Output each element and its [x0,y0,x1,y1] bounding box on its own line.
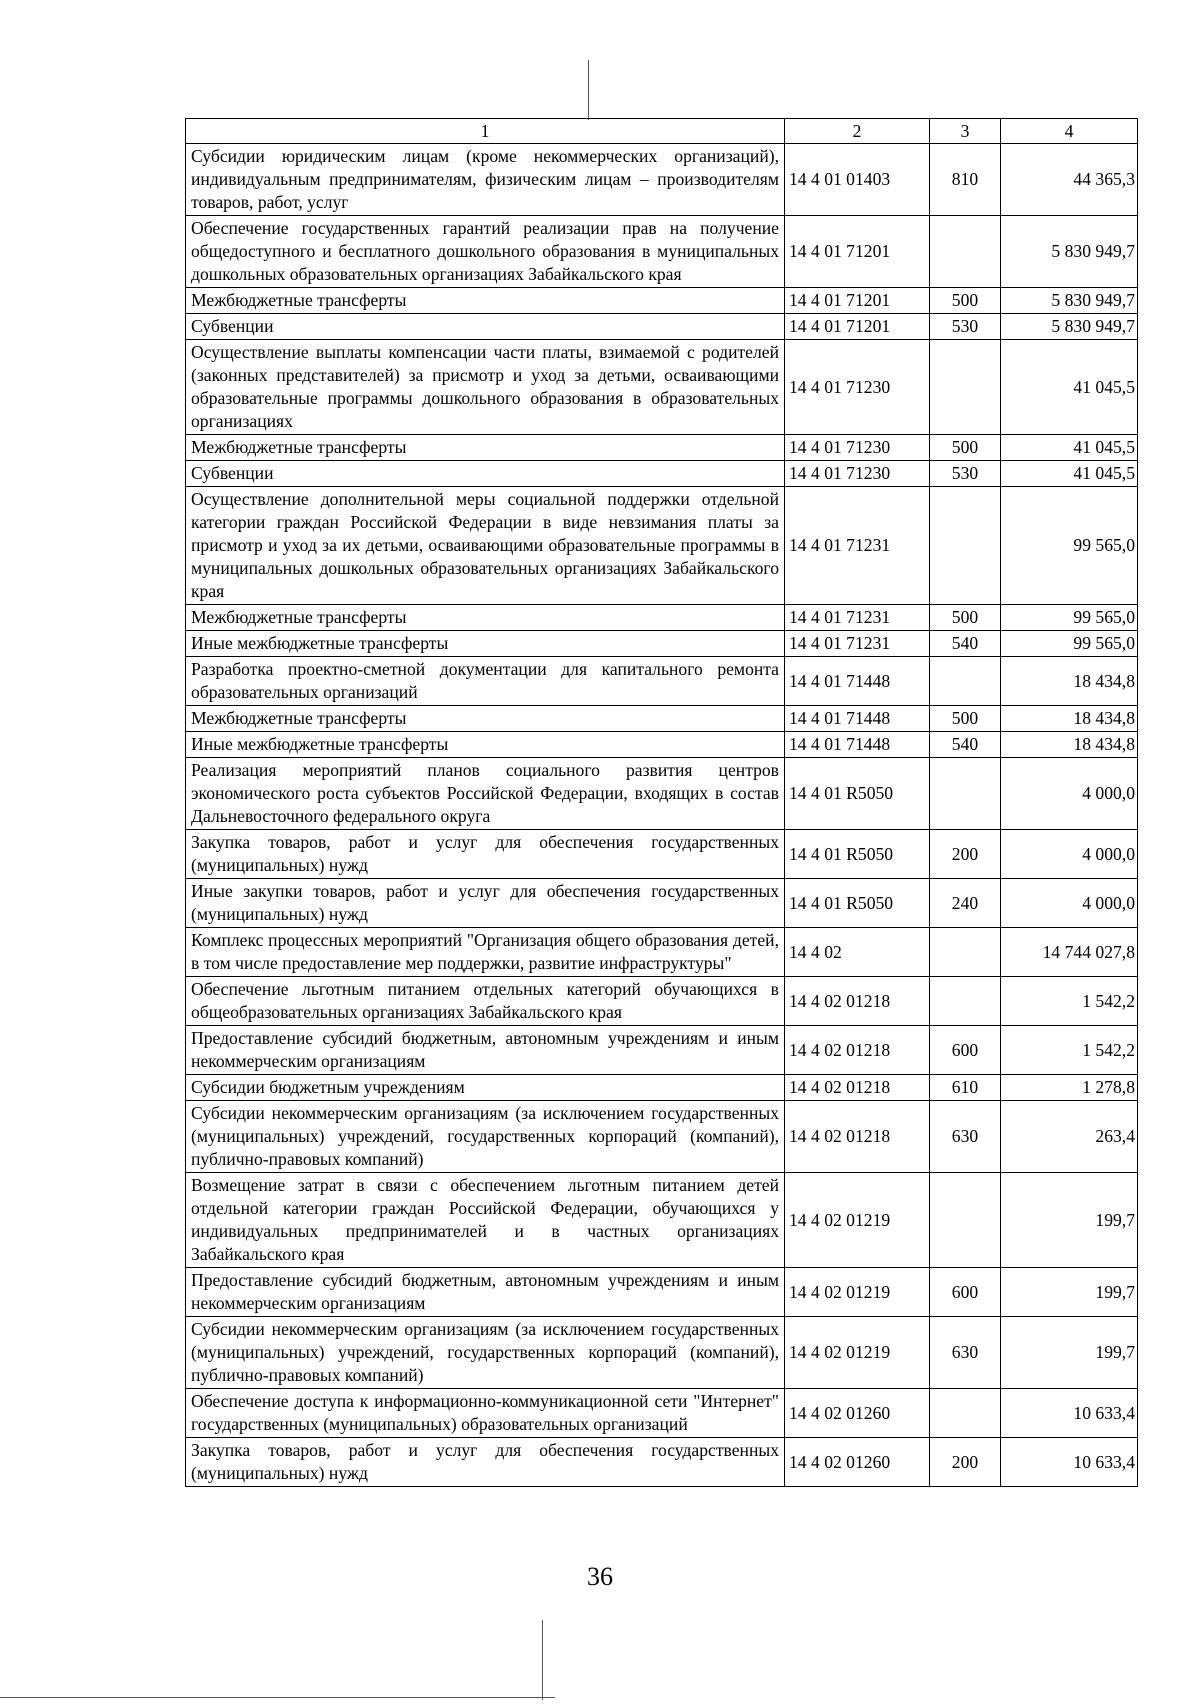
header-col-4: 4 [1001,119,1138,144]
scan-artifact-line [0,1697,555,1698]
scan-artifact-line [542,1620,543,1700]
row-sum-cell: 199,7 [1001,1317,1138,1389]
row-code-cell: 14 4 02 01260 [785,1438,930,1487]
row-name-cell: Осуществление выплаты компенсации части платы, взимаемой с родителей (законных представителей) за присмотр и уход за детьми, осваивающими образовательные программы дошкольного образования в образовательных организациях [186,340,785,435]
row-name-cell: Осуществление дополнительной меры социальной поддержки отдельной категории граждан Российской Федерации в виде невзимания платы за присмотр и уход за их детьми, осваивающими образовательные программы в муниципальных дошкольных образовательных организациях Забайкальского края [186,487,785,605]
row-sum-cell: 41 045,5 [1001,340,1138,435]
table-row [186,706,1138,732]
row-code-cell: 14 4 01 R5050 [785,879,930,928]
row-name-cell: Межбюджетные трансферты [186,605,785,631]
row-name-cell: Иные межбюджетные трансферты [186,631,785,657]
row-sum-cell: 99 565,0 [1001,605,1138,631]
row-type-cell [930,657,1001,706]
row-code-cell: 14 4 02 01218 [785,1075,930,1101]
row-type-cell [930,216,1001,288]
row-name-cell: Закупка товаров, работ и услуг для обеспечения государственных (муниципальных) нужд [186,830,785,879]
row-type-cell [930,487,1001,605]
row-name-cell: Обеспечение государственных гарантий реализации прав на получение общедоступного и бесплатного дошкольного образования в муниципальных дошкольных образовательных организациях Забайкальского края [186,216,785,288]
row-type-cell: 500 [930,288,1001,314]
row-sum-cell: 18 434,8 [1001,706,1138,732]
row-sum-cell: 1 278,8 [1001,1075,1138,1101]
table-row [186,928,1138,977]
row-type-cell: 540 [930,732,1001,758]
row-code-cell: 14 4 02 01260 [785,1389,930,1438]
table-row [186,977,1138,1026]
row-code-cell: 14 4 01 71448 [785,657,930,706]
row-sum-cell: 44 365,3 [1001,144,1138,216]
row-sum-cell: 10 633,4 [1001,1438,1138,1487]
row-code-cell: 14 4 01 71201 [785,314,930,340]
row-name-cell: Субсидии юридическим лицам (кроме некоммерческих организаций), индивидуальным предпринимателям, физическим лицам – производителям товаров, работ, услуг [186,144,785,216]
row-code-cell: 14 4 02 01219 [785,1317,930,1389]
table-header-row [186,119,1138,144]
row-sum-cell: 199,7 [1001,1173,1138,1268]
table-row [186,1075,1138,1101]
table-row [186,657,1138,706]
row-sum-cell: 18 434,8 [1001,657,1138,706]
table-row [186,461,1138,487]
header-col-1: 1 [186,119,785,144]
table-row [186,1026,1138,1075]
row-code-cell: 14 4 01 71231 [785,487,930,605]
row-type-cell [930,758,1001,830]
row-name-cell: Закупка товаров, работ и услуг для обеспечения государственных (муниципальных) нужд [186,1438,785,1487]
row-code-cell: 14 4 01 71230 [785,340,930,435]
row-sum-cell: 41 045,5 [1001,461,1138,487]
row-type-cell: 530 [930,314,1001,340]
table-row [186,1268,1138,1317]
header-col-3: 3 [930,119,1001,144]
row-sum-cell: 5 830 949,7 [1001,288,1138,314]
row-code-cell: 14 4 01 71201 [785,216,930,288]
row-type-cell: 630 [930,1101,1001,1173]
row-code-cell: 14 4 02 01219 [785,1173,930,1268]
row-name-cell: Межбюджетные трансферты [186,435,785,461]
table-row [186,830,1138,879]
row-name-cell: Разработка проектно-сметной документации для капитального ремонта образовательных организаций [186,657,785,706]
row-name-cell: Субсидии некоммерческим организациям (за исключением государственных (муниципальных) учреждений, государственных корпораций (компаний), публично-правовых компаний) [186,1101,785,1173]
row-name-cell: Субсидии бюджетным учреждениям [186,1075,785,1101]
row-name-cell: Обеспечение льготным питанием отдельных категорий обучающихся в общеобразовательных организациях Забайкальского края [186,977,785,1026]
row-sum-cell: 99 565,0 [1001,631,1138,657]
row-name-cell: Предоставление субсидий бюджетным, автономным учреждениям и иным некоммерческим организациям [186,1268,785,1317]
row-sum-cell: 99 565,0 [1001,487,1138,605]
row-sum-cell: 1 542,2 [1001,977,1138,1026]
row-type-cell [930,977,1001,1026]
row-code-cell: 14 4 02 [785,928,930,977]
row-code-cell: 14 4 02 01219 [785,1268,930,1317]
table-row [186,605,1138,631]
row-type-cell [930,1173,1001,1268]
table-row [186,340,1138,435]
row-type-cell [930,928,1001,977]
scan-artifact-line [588,60,589,120]
header-col-2: 2 [785,119,930,144]
table-row [186,1389,1138,1438]
row-sum-cell: 5 830 949,7 [1001,314,1138,340]
table-row [186,1173,1138,1268]
row-code-cell: 14 4 02 01218 [785,1026,930,1075]
budget-table [185,118,1138,1487]
row-code-cell: 14 4 01 71231 [785,631,930,657]
row-name-cell: Реализация мероприятий планов социального развития центров экономического роста субъектов Российской Федерации, входящих в состав Дальневосточного федерального округа [186,758,785,830]
row-sum-cell: 4 000,0 [1001,879,1138,928]
row-type-cell: 610 [930,1075,1001,1101]
row-name-cell: Межбюджетные трансферты [186,706,785,732]
row-type-cell: 200 [930,1438,1001,1487]
row-name-cell: Иные закупки товаров, работ и услуг для обеспечения государственных (муниципальных) нужд [186,879,785,928]
row-name-cell: Обеспечение доступа к информационно-коммуникационной сети "Интернет" государственных (муниципальных) образовательных организаций [186,1389,785,1438]
row-code-cell: 14 4 01 71201 [785,288,930,314]
row-code-cell: 14 4 01 71231 [785,605,930,631]
row-sum-cell: 10 633,4 [1001,1389,1138,1438]
table-row [186,314,1138,340]
row-type-cell: 500 [930,706,1001,732]
row-type-cell: 630 [930,1317,1001,1389]
row-sum-cell: 4 000,0 [1001,758,1138,830]
row-code-cell: 14 4 02 01218 [785,977,930,1026]
row-name-cell: Субвенции [186,461,785,487]
row-name-cell: Возмещение затрат в связи с обеспечением льготным питанием детей отдельной категории граждан Российской Федерации, обучающихся у индивидуальных предпринимателей и в частных организациях Забайкальского края [186,1173,785,1268]
table-row [186,487,1138,605]
table-row [186,435,1138,461]
row-sum-cell: 1 542,2 [1001,1026,1138,1075]
row-type-cell: 500 [930,605,1001,631]
row-type-cell [930,340,1001,435]
table-row [186,1101,1138,1173]
table-row [186,631,1138,657]
row-type-cell: 530 [930,461,1001,487]
budget-table-container [185,118,1137,1487]
row-code-cell: 14 4 02 01218 [785,1101,930,1173]
table-body [186,144,1138,1487]
row-sum-cell: 4 000,0 [1001,830,1138,879]
row-type-cell: 810 [930,144,1001,216]
table-row [186,144,1138,216]
table-row [186,1317,1138,1389]
row-type-cell: 600 [930,1026,1001,1075]
table-row [186,879,1138,928]
row-type-cell: 500 [930,435,1001,461]
row-name-cell: Межбюджетные трансферты [186,288,785,314]
row-code-cell: 14 4 01 71230 [785,435,930,461]
row-type-cell [930,1389,1001,1438]
row-type-cell: 240 [930,879,1001,928]
row-type-cell: 200 [930,830,1001,879]
table-row [186,288,1138,314]
row-name-cell: Предоставление субсидий бюджетным, автономным учреждениям и иным некоммерческим организациям [186,1026,785,1075]
row-name-cell: Субвенции [186,314,785,340]
row-sum-cell: 41 045,5 [1001,435,1138,461]
row-name-cell: Комплекс процессных мероприятий "Организация общего образования детей, в том числе предоставление мер поддержки, развитие инфраструктуры" [186,928,785,977]
row-sum-cell: 18 434,8 [1001,732,1138,758]
page-number: 36 [587,1562,613,1591]
row-code-cell: 14 4 01 01403 [785,144,930,216]
row-type-cell: 540 [930,631,1001,657]
row-code-cell: 14 4 01 R5050 [785,830,930,879]
row-type-cell: 600 [930,1268,1001,1317]
row-sum-cell: 199,7 [1001,1268,1138,1317]
row-sum-cell: 14 744 027,8 [1001,928,1138,977]
row-sum-cell: 263,4 [1001,1101,1138,1173]
table-row [186,758,1138,830]
row-name-cell: Иные межбюджетные трансферты [186,732,785,758]
table-row [186,216,1138,288]
table-row [186,732,1138,758]
row-code-cell: 14 4 01 71448 [785,706,930,732]
row-code-cell: 14 4 01 71230 [785,461,930,487]
table-row [186,1438,1138,1487]
row-sum-cell: 5 830 949,7 [1001,216,1138,288]
row-code-cell: 14 4 01 R5050 [785,758,930,830]
row-code-cell: 14 4 01 71448 [785,732,930,758]
row-name-cell: Субсидии некоммерческим организациям (за исключением государственных (муниципальных) учреждений, государственных корпораций (компаний), публично-правовых компаний) [186,1317,785,1389]
